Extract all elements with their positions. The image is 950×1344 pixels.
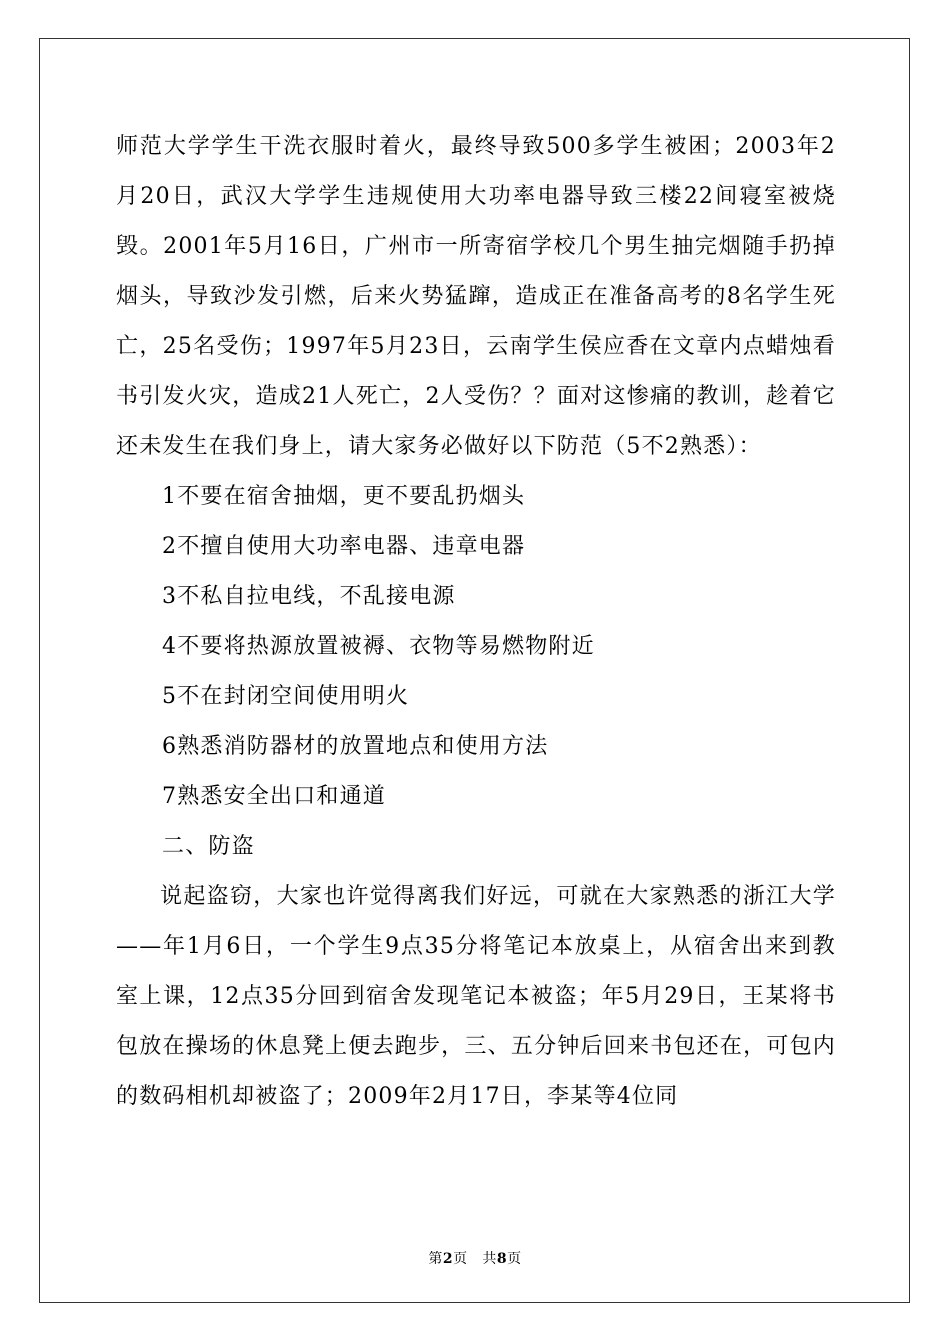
page-footer xyxy=(0,1248,950,1268)
list-item: 6熟悉消防器材的放置地点和使用方法 xyxy=(162,734,549,759)
list-item: 4不要将热源放置被褥、衣物等易燃物附近 xyxy=(162,634,595,659)
footer-page-number: 2 xyxy=(442,1251,454,1267)
footer-page-suffix: 页 xyxy=(453,1251,468,1267)
paragraph-theft-cases: 说起盗窃，大家也许觉得离我们好远，可就在大家熟悉的浙江大学——年1月6日，一个学生9点35分将笔记本放桌上，从宿舍出来到教室上课，12点35分回到宿舍发现笔记本被盗；年5月29日，王某将书包放在操场的休息凳上便去跑步，三、五分钟后回来书包还在，可包内的数码相机却被盗了；2009年2月17日，李某等4位同 xyxy=(116,884,836,1109)
footer-prefix: 第 xyxy=(428,1251,443,1267)
footer-total-prefix: 共 xyxy=(482,1251,497,1267)
paragraph-fire-cases: 师范大学学生干洗衣服时着火，最终导致500多学生被困；2003年2月20日，武汉大学学生违规使用大功率电器导致三楼22间寝室被烧毁。2001年5月16日，广州市一所寄宿学校几个男生抽完烟随手扔掉烟头，导致沙发引燃，后来火势猛蹿，造成正在准备高考的8名学生死亡，25名受伤；1997年5月23日，云南学生侯应香在文章内点蜡烛看书引发火灾，造成21人死亡，2人受伤？？面对这惨痛的教训，趁着它还未发生在我们身上，请大家务必做好以下防范（5不2熟悉）： xyxy=(116,134,836,459)
list-item: 2不擅自使用大功率电器、违章电器 xyxy=(162,534,526,559)
list-item: 1不要在宿舍抽烟，更不要乱扔烟头 xyxy=(162,484,526,509)
list-item: 3不私自拉电线，不乱接电源 xyxy=(162,584,456,609)
document-body xyxy=(116,122,836,1122)
list-item: 7熟悉安全出口和通道 xyxy=(162,784,386,809)
list-item: 5不在封闭空间使用明火 xyxy=(162,684,410,709)
footer-total-pages: 8 xyxy=(496,1251,508,1267)
footer-total-suffix: 页 xyxy=(507,1251,522,1267)
section-heading: 二、防盗 xyxy=(162,834,255,859)
